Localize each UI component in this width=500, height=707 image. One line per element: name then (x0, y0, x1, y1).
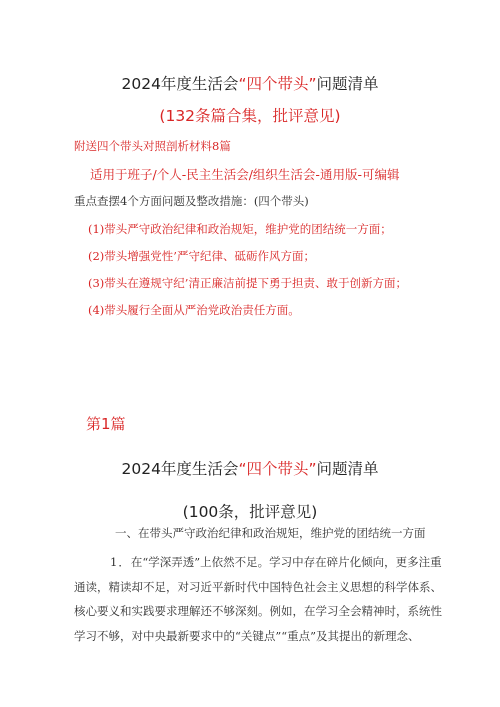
applies-to-note: 适用于班子/个人-民主生活会/组织生活会-通用版-可编辑 (90, 167, 400, 182)
title-suffix: 问题清单 (316, 75, 379, 93)
part-title-highlight: “四个带头” (238, 460, 317, 478)
part-subtitle: (100条，批评意见) (182, 503, 318, 521)
part-title (0, 457, 500, 479)
measure-item: (1)带头严守政治纪律和政治规矩，维护党的团结统一方面； (88, 222, 392, 236)
focus-intro: 重点查摆4个方面问题及整改措施：(四个带头) (74, 194, 309, 208)
attachment-note: 附送四个带头对照剖析材料8篇 (74, 139, 231, 153)
paragraph-line: 学习不够，对中央最新要求中的“关键点”“重点”及其提出的新理念、 (74, 628, 420, 643)
document-title (0, 72, 500, 94)
paragraph-line: 核心要义和实践要求理解还不够深刻。例如，在学习全会精神时，系统性 (74, 604, 442, 619)
paragraph-number: 1． (110, 555, 131, 569)
section-heading: 一、在带头严守政治纪律和政治规矩，维护党的团结统一方面 (115, 526, 426, 540)
document-subtitle: (132条篇合集，批评意见) (159, 107, 341, 125)
paragraph-line: 通读，精读却不足，对习近平新时代中国特色社会主义思想的科学体系、 (74, 579, 442, 594)
title-prefix: 2024年度生活会 (121, 75, 239, 93)
measure-item: (4)带头履行全面从严治党政治责任方面。 (88, 303, 300, 317)
measure-item: (3)带头在遵规守纪’清正廉洁前提下勇于担责、敢于创新方面； (88, 276, 407, 290)
title-highlight: “四个带头” (238, 75, 317, 93)
body-paragraph (74, 550, 442, 648)
part-label: 第1篇 (86, 415, 126, 433)
measure-item: (2)带头增强党性’严守纪律、砥砺作风方面； (88, 249, 315, 263)
part-title-suffix: 问题清单 (316, 460, 379, 478)
paragraph-line: 1．在“学深弄透”上依然不足。学习中存在碎片化倾向，更多注重 (110, 555, 442, 569)
part-title-prefix: 2024年度生活会 (121, 460, 239, 478)
